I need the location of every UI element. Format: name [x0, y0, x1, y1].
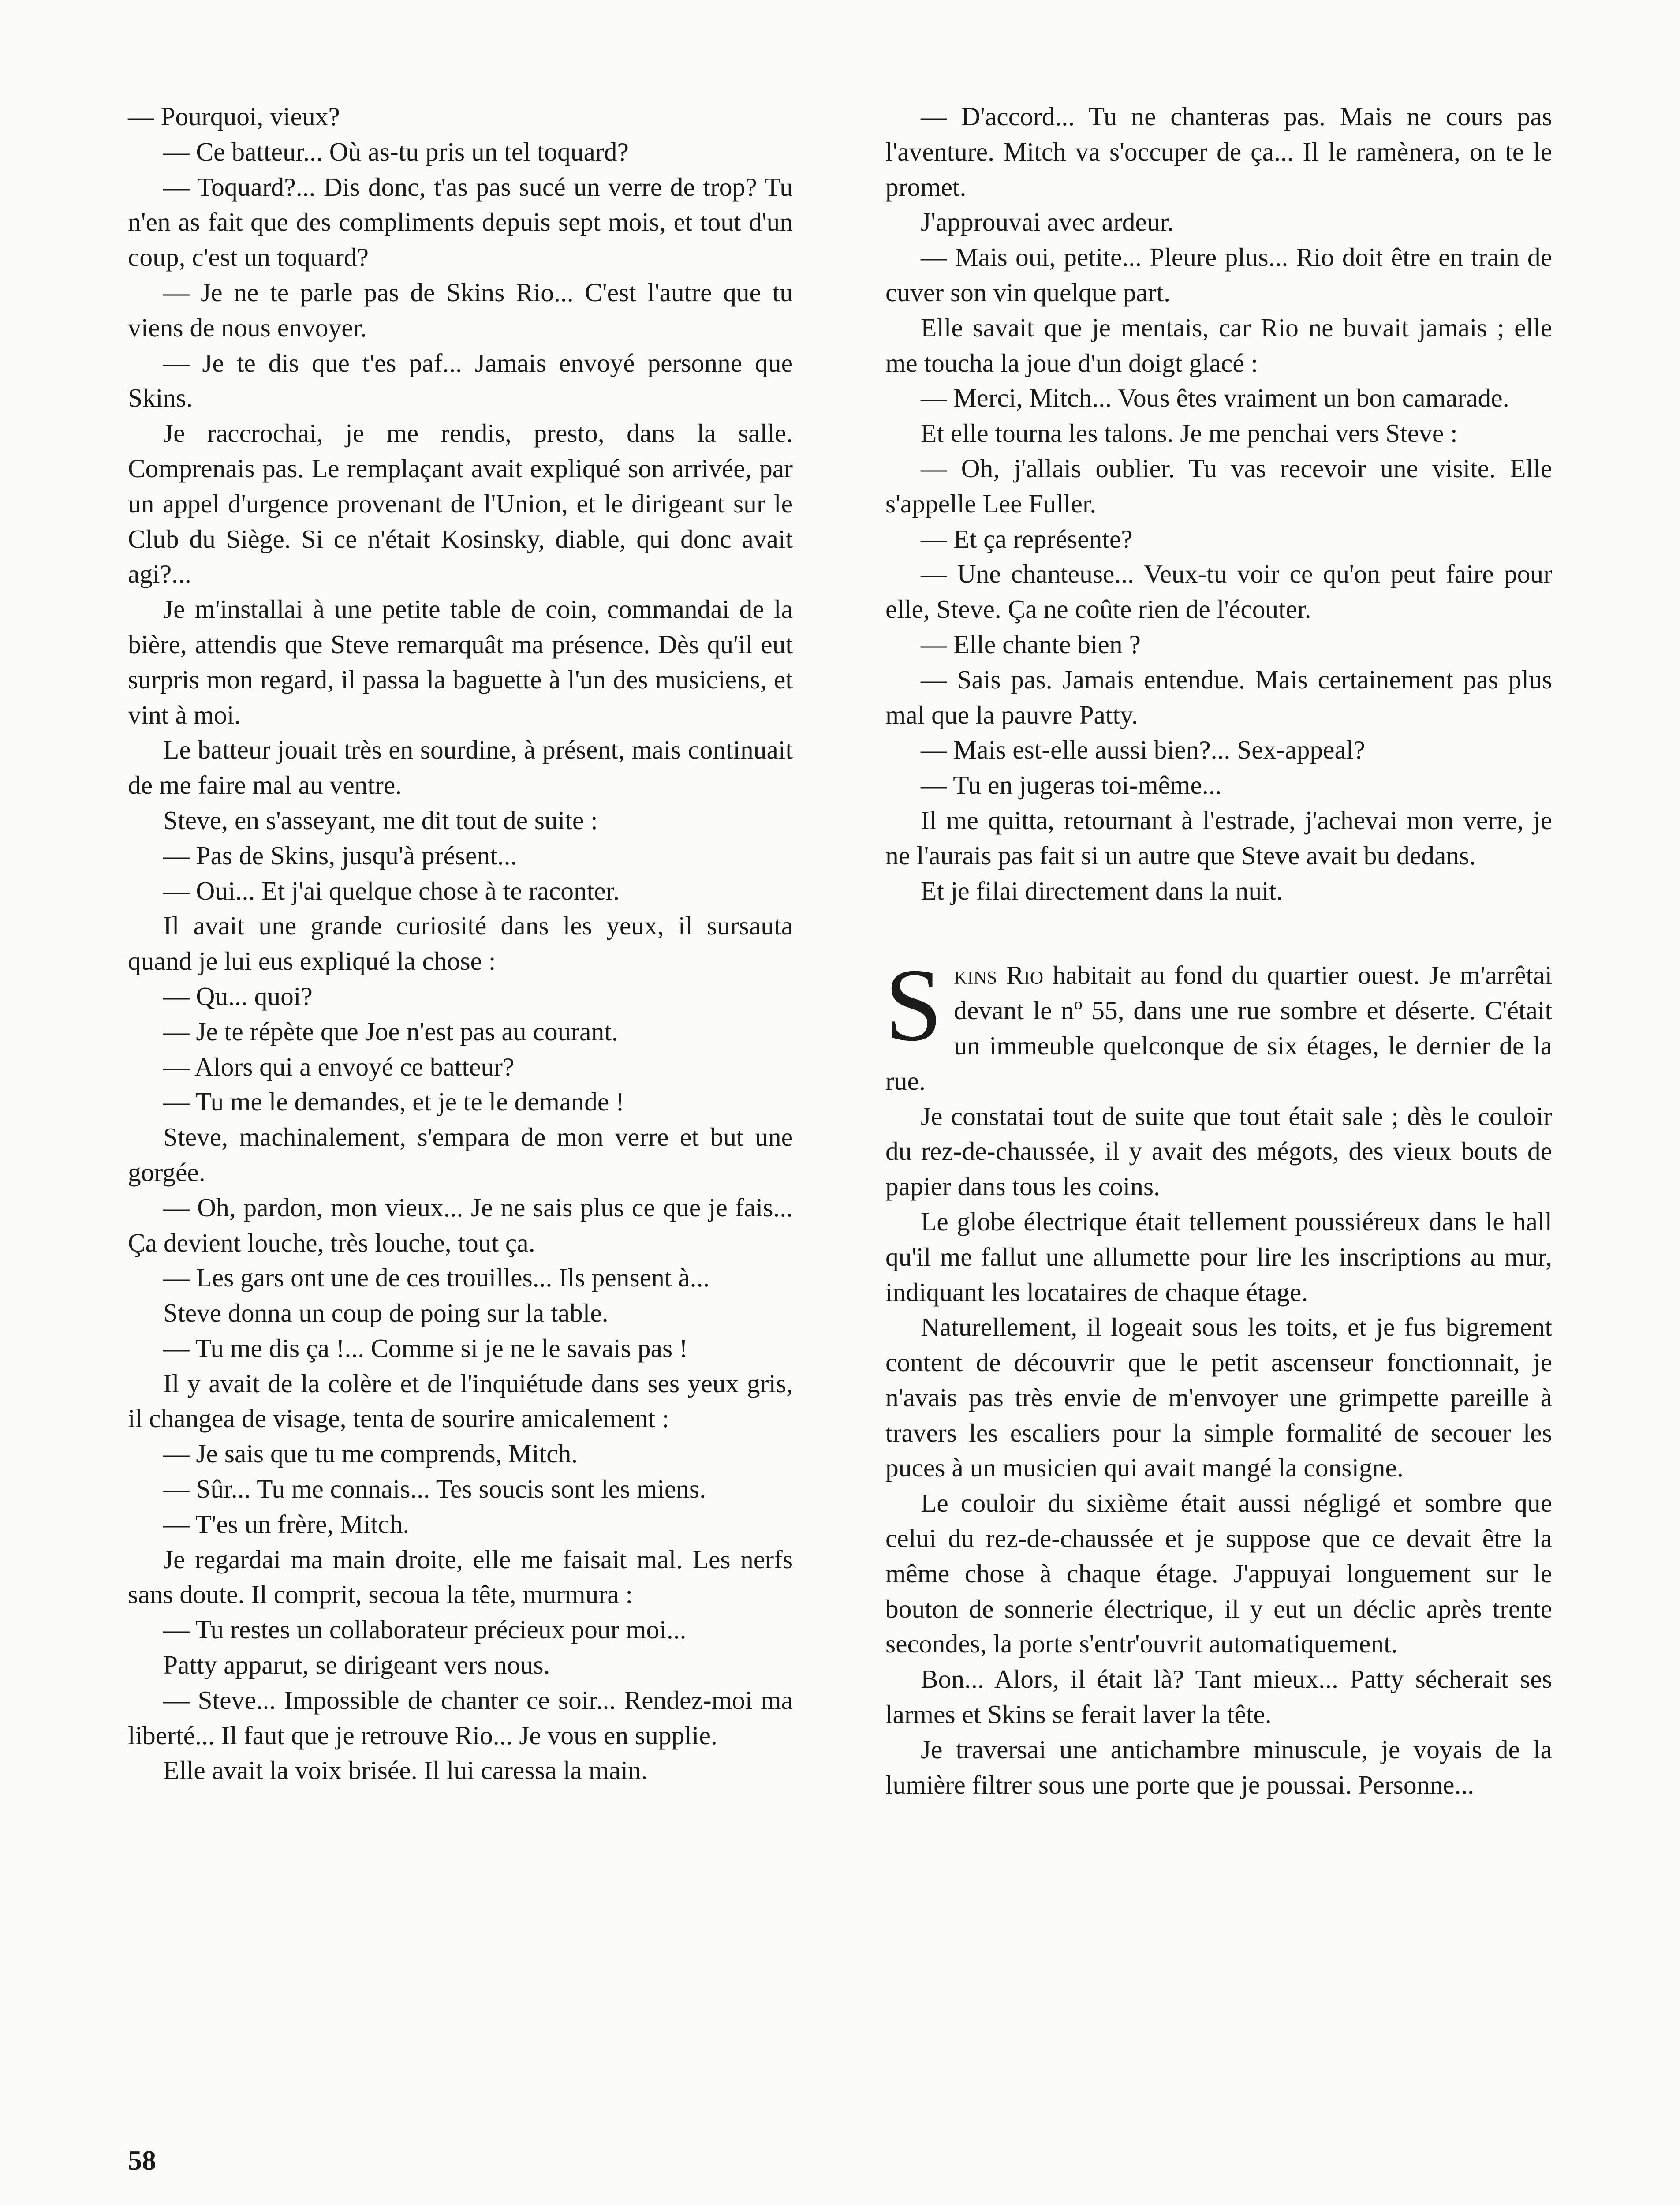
paragraph: Patty apparut, se dirigeant vers nous.	[163, 1650, 550, 1680]
paragraph: — Ce batteur... Où as-tu pris un tel toquard?	[163, 137, 629, 166]
paragraph: Steve, machinalement, s'empara de mon verre et but une gorgée.	[128, 1122, 793, 1187]
paragraph: Elle avait la voix brisée. Il lui caressa la main.	[163, 1756, 648, 1785]
paragraph: Il me quitta, retournant à l'estrade, j'achevai mon verre, je ne l'aurais pas fait si un autre que Steve avait bu dedans.	[885, 805, 1552, 870]
paragraph: — D'accord... Tu ne chanteras pas. Mais ne cours pas l'aventure. Mitch va s'occuper de ça... Il le ramènera, on te le promet.	[885, 102, 1552, 202]
paragraph: — Sûr... Tu me connais... Tes soucis sont les miens.	[163, 1474, 706, 1504]
paragraph: — Toquard?... Dis donc, t'as pas sucé un verre de trop? Tu n'en as fait que des compliments depuis sept mois, et tout d'un coup, c'est un toquard?	[128, 172, 793, 272]
paragraph: Je m'installai à une petite table de coin, commandai de la bière, attendis que Steve remarquât ma présence. Dès qu'il eut surpris mon regard, il passa la baguette à l'un des musiciens, et vint à moi.	[128, 594, 793, 729]
paragraph: Le batteur jouait très en sourdine, à présent, mais continuait de me faire mal au ventre.	[128, 735, 793, 800]
right-column	[885, 99, 1552, 1802]
paragraph: — Oh, j'allais oublier. Tu vas recevoir une visite. Elle s'appelle Lee Fuller.	[885, 453, 1552, 518]
drop-cap: S	[885, 948, 943, 1063]
paragraph: — Tu me dis ça !... Comme si je ne le savais pas !	[163, 1333, 688, 1363]
paragraph: Et elle tourna les talons. Je me penchai vers Steve :	[921, 419, 1458, 448]
paragraph: — Pourquoi, vieux?	[128, 102, 340, 131]
paragraph: — Merci, Mitch... Vous êtes vraiment un bon camarade.	[921, 383, 1509, 413]
paragraph: Naturellement, il logeait sous les toits, et je fus bigrement content de découvrir que le petit ascenseur fonctionnait, je n'avais pas très envie de m'envoyer une grimpette pareille à travers les escaliers pour la simple formalité de secouer les puces à un musicien qui avait mangé la consigne.	[885, 1312, 1552, 1483]
paragraph: — Une chanteuse... Veux-tu voir ce qu'on peut faire pour elle, Steve. Ça ne coûte rien de l'écouter.	[885, 559, 1552, 624]
paragraph: Le couloir du sixième était aussi négligé et sombre que celui du rez-de-chaussée et je suppose que ce devait être la même chose à chaque étage. J'appuyai longuement sur le bouton de sonnerie électrique, il y eut un déclic après trente secondes, la porte s'entr'ouvrit automatiquement.	[885, 1488, 1552, 1659]
paragraph: Je raccrochai, je me rendis, presto, dans la salle. Comprenais pas. Le remplaçant avait expliqué son arrivée, par un appel d'urgence provenant de l'Union, et le dirigeant sur le Club du Siège. Si ce n'était Kosinsky, diable, qui donc avait agi?...	[128, 419, 793, 589]
paragraph: Je constatai tout de suite que tout était sale ; dès le couloir du rez-de-chaussée, il y avait des mégots, des vieux bouts de papier dans tous les coins.	[885, 1101, 1552, 1201]
paragraph: — Oh, pardon, mon vieux... Je ne sais plus ce que je fais... Ça devient louche, très louche, tout ça.	[128, 1192, 793, 1257]
paragraph: — Je te répète que Joe n'est pas au courant.	[163, 1017, 618, 1046]
paragraph: Je regardai ma main droite, elle me faisait mal. Les nerfs sans doute. Il comprit, secoua la tête, murmura :	[128, 1544, 793, 1609]
paragraph: — Tu en jugeras toi-même...	[921, 770, 1222, 800]
paragraph: J'approuvai avec ardeur.	[921, 207, 1174, 237]
opening-small-caps: kins Rio	[954, 960, 1044, 990]
paragraph: — Mais est-elle aussi bien?... Sex-appeal?	[921, 735, 1365, 765]
paragraph: Bon... Alors, il était là? Tant mieux... Patty sécherait ses larmes et Skins se ferait laver la tête.	[885, 1664, 1552, 1729]
paragraph: — Alors qui a envoyé ce batteur?	[163, 1052, 515, 1081]
paragraph: — Les gars ont une de ces trouilles... Ils pensent à...	[163, 1263, 710, 1293]
paragraph: Steve donna un coup de poing sur la table.	[163, 1298, 609, 1328]
paragraph: — Steve... Impossible de chanter ce soir... Rendez-moi ma liberté... Il faut que je retrouve Rio... Je vous en supplie.	[128, 1685, 793, 1750]
paragraph: — Pas de Skins, jusqu'à présent...	[163, 841, 517, 870]
paragraph: — Qu... quoi?	[163, 981, 313, 1011]
paragraph: Il avait une grande curiosité dans les yeux, il sursauta quand je lui eus expliqué la chose :	[128, 911, 793, 976]
paragraph: — Mais oui, petite... Pleure plus... Rio doit être en train de cuver son vin quelque part.	[885, 243, 1552, 307]
paragraph: Elle savait que je mentais, car Rio ne buvait jamais ; elle me toucha la joue d'un doigt glacé :	[885, 313, 1552, 377]
paragraph: — Je sais que tu me comprends, Mitch.	[163, 1439, 578, 1469]
section-break	[885, 908, 1552, 958]
page-number: 58	[128, 2145, 156, 2176]
paragraph: — Elle chante bien ?	[921, 629, 1141, 659]
opening-text: habitait au fond du quartier ouest. Je m'arrêtai devant le nº 55, dans une rue sombre et déserte. C'était un immeuble quelconque de six étages, le dernier de la rue.	[885, 960, 1552, 1095]
section-opening	[885, 948, 1552, 1099]
left-column	[128, 99, 793, 1788]
paragraph: — Tu me le demandes, et je te le demande !	[163, 1087, 624, 1117]
paragraph: — T'es un frère, Mitch.	[163, 1509, 410, 1539]
paragraph: — Tu restes un collaborateur précieux pour moi...	[163, 1615, 687, 1644]
paragraph: — Et ça représente?	[921, 524, 1133, 553]
paragraph: Le globe électrique était tellement poussiéreux dans le hall qu'il me fallut une allumette pour lire les inscriptions au mur, indiquant les locataires de chaque étage.	[885, 1207, 1552, 1307]
paragraph: Je traversai une antichambre minuscule, je voyais de la lumière filtrer sous une porte que je poussai. Personne...	[885, 1734, 1552, 1799]
paragraph: Et je filai directement dans la nuit.	[921, 876, 1283, 905]
paragraph: Il y avait de la colère et de l'inquiétude dans ses yeux gris, il changea de visage, tenta de sourire amicalement :	[128, 1368, 793, 1433]
paragraph: — Je te dis que t'es paf... Jamais envoyé personne que Skins.	[128, 348, 793, 413]
paragraph: — Je ne te parle pas de Skins Rio... C'est l'autre que tu viens de nous envoyer.	[128, 277, 793, 342]
paragraph: Steve, en s'asseyant, me dit tout de suite :	[163, 805, 598, 835]
paragraph: — Sais pas. Jamais entendue. Mais certainement pas plus mal que la pauvre Patty.	[885, 665, 1552, 729]
paragraph: — Oui... Et j'ai quelque chose à te raconter.	[163, 876, 620, 905]
